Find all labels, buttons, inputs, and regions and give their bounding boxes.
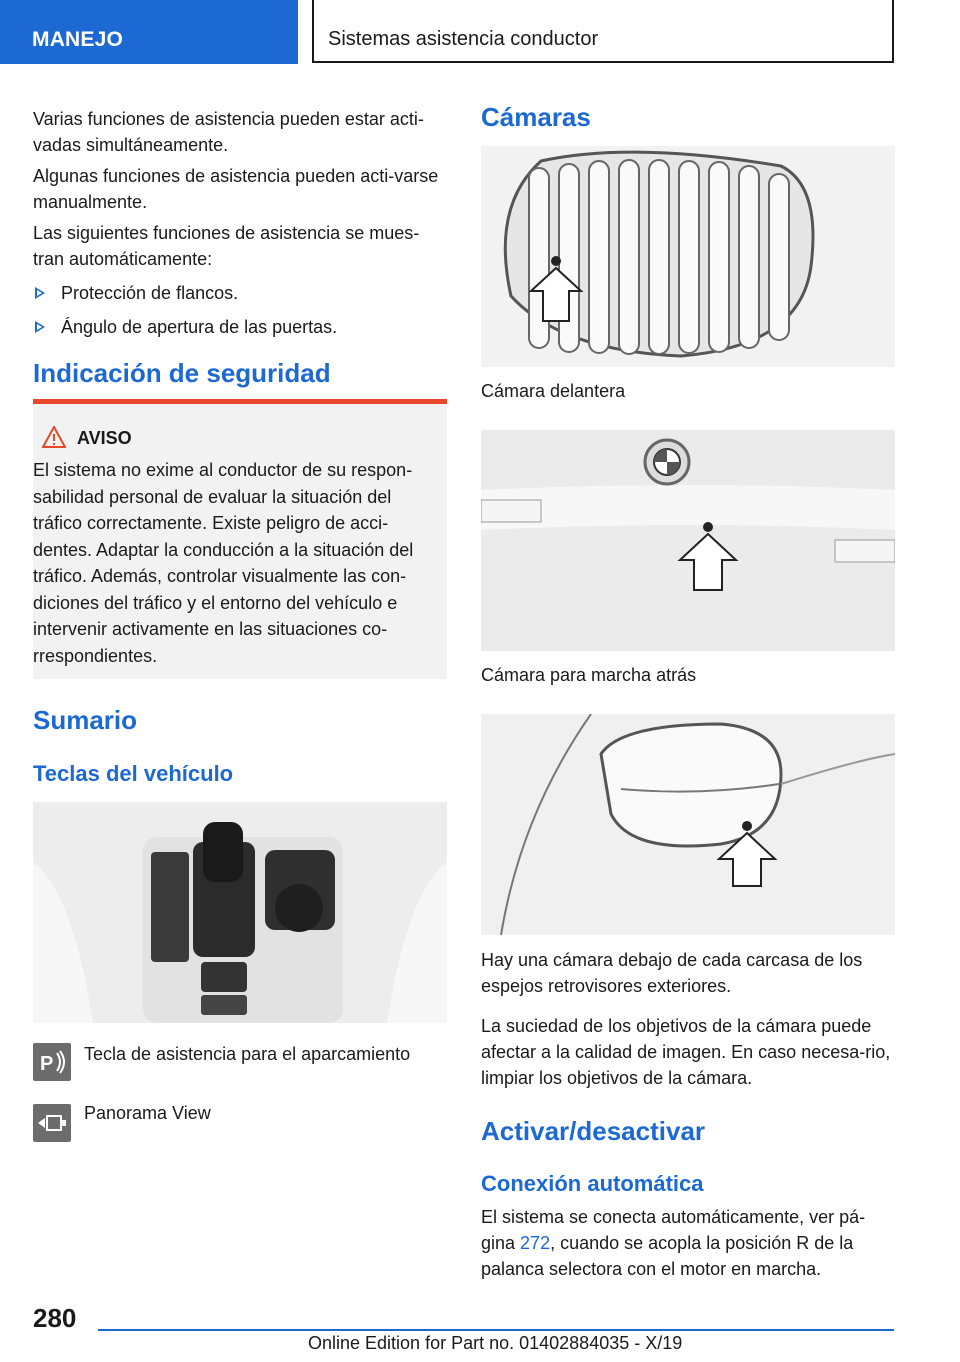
section-title: MANEJO	[32, 28, 124, 51]
warning-title: AVISO	[77, 428, 132, 448]
center-console-image	[33, 802, 447, 1023]
paragraph: Hay una cámara debajo de cada carcasa de los espejos retrovisores exteriores.	[481, 950, 863, 996]
page-number: 280	[33, 1303, 77, 1333]
front-camera-image	[481, 146, 895, 367]
cameras-heading: Cámaras	[481, 102, 591, 132]
parking-assist-icon	[33, 1043, 71, 1081]
auto-text: El sistema se conecta automáticamente, ver pá‐gina 272, cuando se acopla la posición R de la palanca selectora con el motor en marcha.	[481, 1207, 866, 1279]
keys-heading: Teclas del vehículo	[33, 761, 234, 786]
rear-camera-image	[481, 430, 895, 651]
warning-triangle-icon	[42, 426, 66, 448]
page-link[interactable]: 272	[520, 1233, 551, 1253]
side-mirror-camera-image	[481, 714, 895, 935]
paragraph: Algunas funciones de asistencia pueden acti‐varse manualmente.	[33, 166, 439, 212]
edition-note: Online Edition for Part no. 01402884035 - X/19	[308, 1333, 683, 1353]
key-label: Panorama View	[84, 1103, 211, 1123]
warning-text: El sistema no exime al conductor de su respon‐sabilidad personal de evaluar la situación del tráfico correctamente. Existe peligro de acci‐dentes. Adaptar la conducción a la situación del tráfico. Además, controlar visualmente las con‐diciones del tráfico y el entorno del vehículo e intervenir activamente en las situaciones co‐rrespondientes.	[33, 460, 414, 666]
list-item: Ángulo de apertura de las puertas.	[33, 314, 447, 340]
list-item: Protección de flancos.	[33, 280, 447, 306]
bullet-triangle-icon	[35, 287, 45, 299]
panorama-view-icon	[33, 1104, 71, 1142]
intro-text	[33, 106, 447, 340]
bullet-triangle-icon	[35, 321, 45, 333]
image-caption: Cámara para marcha atrás	[481, 665, 697, 685]
key-label: Tecla de asistencia para el aparcamiento	[84, 1044, 411, 1064]
mirror-camera-text	[481, 947, 895, 1091]
image-caption: Cámara delantera	[481, 381, 626, 401]
overview-heading: Sumario	[33, 705, 138, 735]
auto-heading: Conexión automática	[481, 1171, 704, 1196]
chapter-title: Sistemas asistencia conductor	[328, 28, 599, 50]
paragraph: Las siguientes funciones de asistencia se mues‐tran automáticamente:	[33, 223, 420, 269]
activate-heading: Activar/desactivar	[481, 1116, 706, 1146]
paragraph: La suciedad de los objetivos de la cámara puede afectar a la calidad de imagen. En caso necesa‐rio, limpiar los objetivos de la cámara.	[481, 1016, 891, 1088]
footer-divider	[98, 1329, 894, 1331]
paragraph: Varias funciones de asistencia pueden estar acti‐vadas simultáneamente.	[33, 109, 424, 155]
section-tab	[0, 0, 298, 64]
chapter-tab	[312, 0, 894, 63]
svg-text:P: P	[40, 1053, 54, 1075]
safety-heading: Indicación de seguridad	[33, 358, 331, 388]
